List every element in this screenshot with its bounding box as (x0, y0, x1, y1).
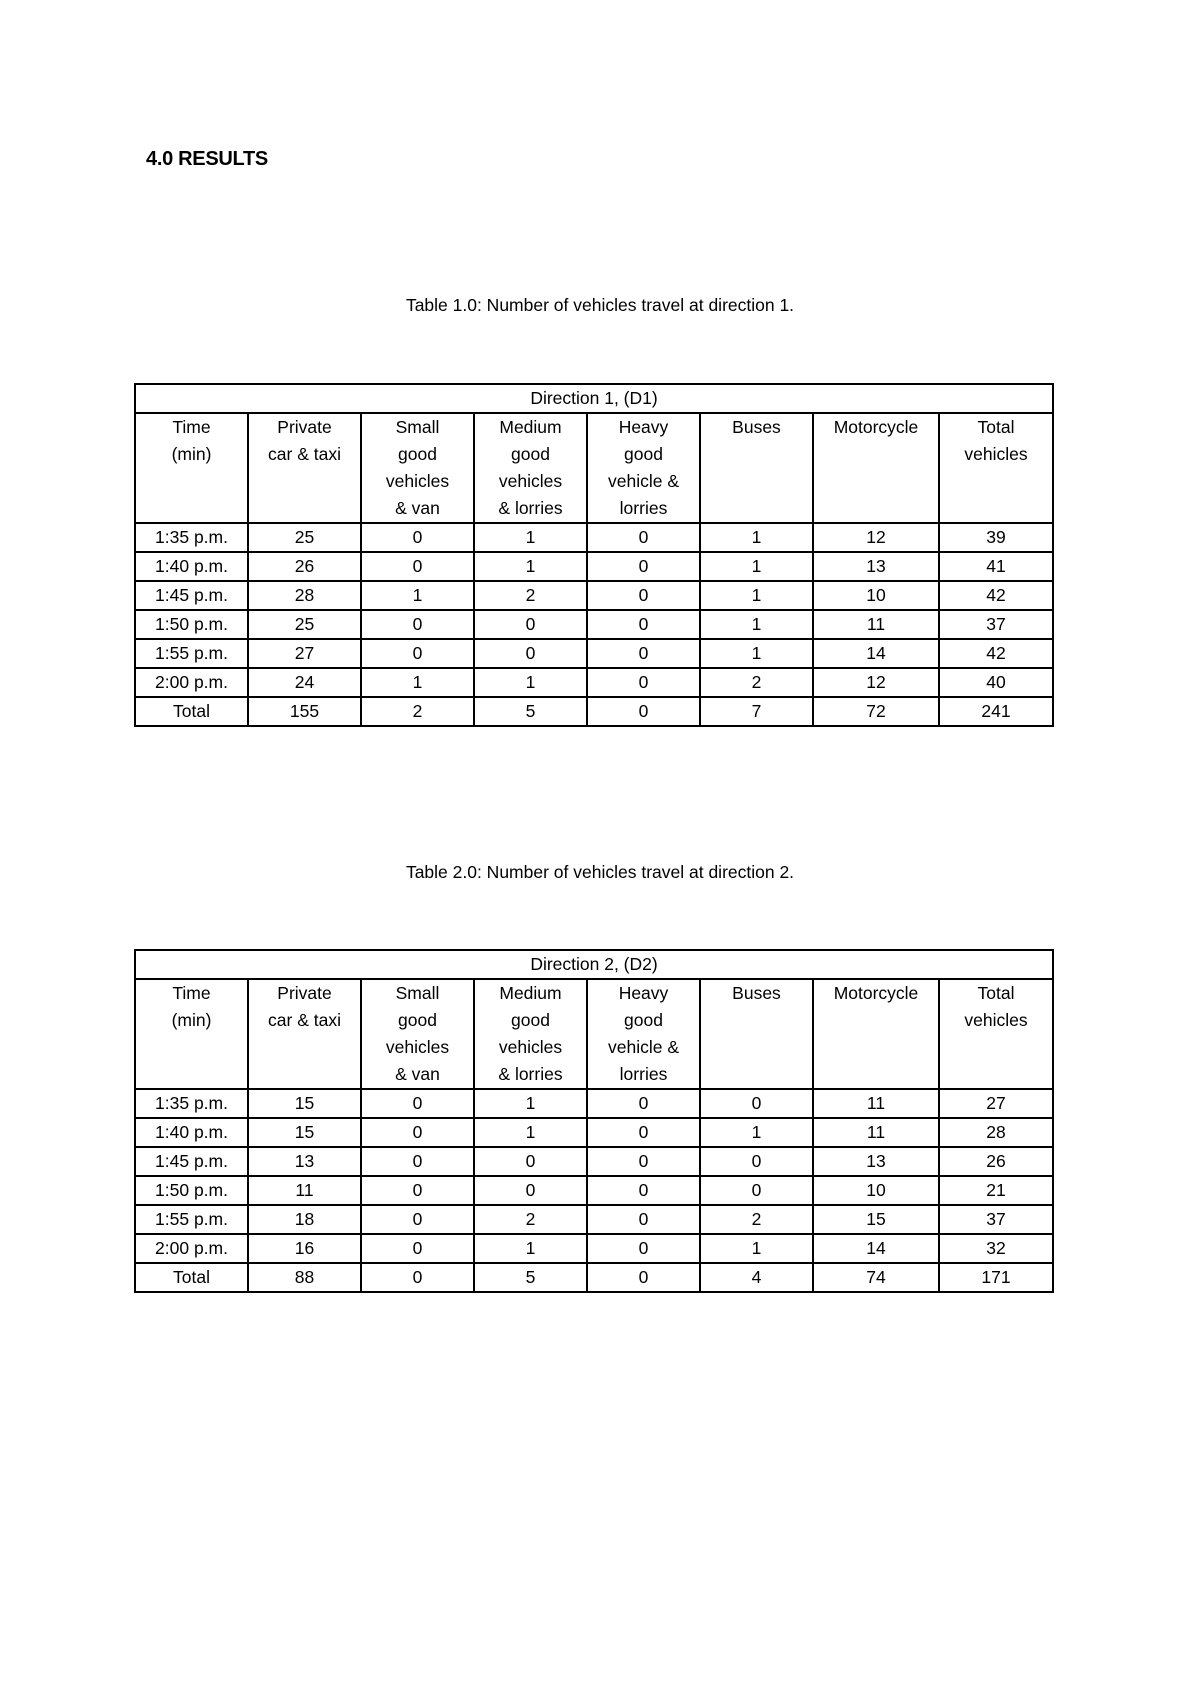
table-cell: 0 (587, 581, 700, 610)
table-row (135, 1176, 1053, 1205)
table-cell: 0 (361, 1263, 474, 1292)
table-cell: 11 (813, 1089, 939, 1118)
table-cell: 27 (939, 1089, 1053, 1118)
table-cell: 2 (474, 1205, 587, 1234)
table-caption-1: Table 1.0: Number of vehicles travel at direction 1. (405, 295, 795, 315)
table-cell: 0 (474, 1176, 587, 1205)
table-cell: 2 (474, 581, 587, 610)
column-header: Motorcycle (813, 979, 939, 1089)
table-cell: 0 (587, 668, 700, 697)
table-cell: 24 (248, 668, 361, 697)
table-cell: 0 (361, 523, 474, 552)
section-heading: 4.0 RESULTS (146, 148, 268, 170)
table-cell: 1 (361, 668, 474, 697)
table-cell: 12 (813, 668, 939, 697)
table-cell: 28 (939, 1118, 1053, 1147)
table-cell: 0 (361, 1118, 474, 1147)
table-cell: 1 (700, 639, 813, 668)
table-cell: 0 (361, 1205, 474, 1234)
column-header: Private car & taxi (248, 979, 361, 1089)
table-cell: 0 (474, 639, 587, 668)
table-cell: 21 (939, 1176, 1053, 1205)
table-row (135, 1147, 1053, 1176)
table-cell: 16 (248, 1234, 361, 1263)
table-cell: 1:55 p.m. (135, 639, 248, 668)
table-cell: 2:00 p.m. (135, 1234, 248, 1263)
table-cell: 11 (248, 1176, 361, 1205)
table-cell: 15 (248, 1118, 361, 1147)
table-cell: 1 (474, 1234, 587, 1263)
table-cell: 1 (700, 552, 813, 581)
table-cell: 1 (474, 1089, 587, 1118)
table-cell: 13 (248, 1147, 361, 1176)
table-cell: 0 (587, 639, 700, 668)
table-cell: 42 (939, 581, 1053, 610)
table-cell: 4 (700, 1263, 813, 1292)
table-cell: 42 (939, 639, 1053, 668)
column-header: Total vehicles (939, 979, 1053, 1089)
table-cell: 32 (939, 1234, 1053, 1263)
table-cell: 1 (700, 1118, 813, 1147)
table-cell: 0 (361, 1147, 474, 1176)
column-header-row (135, 979, 1053, 1089)
table-cell: 13 (813, 1147, 939, 1176)
column-header: Private car & taxi (248, 413, 361, 523)
table-cell: 1 (700, 581, 813, 610)
table-cell: 0 (587, 523, 700, 552)
table-cell: 0 (361, 1089, 474, 1118)
table-cell: 1:35 p.m. (135, 1089, 248, 1118)
table-caption-2: Table 2.0: Number of vehicles travel at direction 2. (405, 862, 795, 882)
table-row (135, 552, 1053, 581)
table-cell: 2:00 p.m. (135, 668, 248, 697)
table-cell: 26 (248, 552, 361, 581)
table-cell: 1 (700, 610, 813, 639)
table-cell: 2 (700, 1205, 813, 1234)
table-row (135, 581, 1053, 610)
table-cell: 1:35 p.m. (135, 523, 248, 552)
table-row (135, 523, 1053, 552)
column-header: Medium good vehicles & lorries (474, 979, 587, 1089)
table-cell: 1:55 p.m. (135, 1205, 248, 1234)
table-cell: 241 (939, 697, 1053, 726)
table-cell: 0 (361, 552, 474, 581)
column-header: Time (min) (135, 413, 248, 523)
table-row (135, 639, 1053, 668)
table-cell: 13 (813, 552, 939, 581)
table-cell: 18 (248, 1205, 361, 1234)
table-cell: 0 (587, 552, 700, 581)
table-row (135, 1205, 1053, 1234)
table-cell: 171 (939, 1263, 1053, 1292)
table-cell: Total (135, 1263, 248, 1292)
table-cell: 40 (939, 668, 1053, 697)
table-cell: 0 (587, 1263, 700, 1292)
table-cell: 0 (587, 1205, 700, 1234)
table-cell: 1:45 p.m. (135, 1147, 248, 1176)
table-cell: 1 (700, 1234, 813, 1263)
table-cell: 0 (361, 639, 474, 668)
table-row (135, 1234, 1053, 1263)
table-body (135, 1089, 1053, 1292)
table-cell: 0 (700, 1089, 813, 1118)
column-header: Medium good vehicles & lorries (474, 413, 587, 523)
direction-header: Direction 1, (D1) (135, 384, 1053, 413)
table-cell: 0 (361, 1176, 474, 1205)
table-cell: 1:40 p.m. (135, 1118, 248, 1147)
table-cell: 14 (813, 1234, 939, 1263)
table-cell: 7 (700, 697, 813, 726)
table-cell: 72 (813, 697, 939, 726)
table-cell: 26 (939, 1147, 1053, 1176)
table-cell: 0 (587, 1147, 700, 1176)
table-cell: 37 (939, 610, 1053, 639)
table-cell: 0 (700, 1176, 813, 1205)
table-cell: 11 (813, 610, 939, 639)
table-cell: 0 (474, 1147, 587, 1176)
table-cell: 5 (474, 1263, 587, 1292)
table-cell: 12 (813, 523, 939, 552)
table-cell: 155 (248, 697, 361, 726)
table-cell: 15 (248, 1089, 361, 1118)
table-cell: 1 (474, 552, 587, 581)
table-row (135, 1263, 1053, 1292)
table-cell: 0 (700, 1147, 813, 1176)
table-cell: 39 (939, 523, 1053, 552)
table-cell: 0 (587, 1176, 700, 1205)
table-cell: 74 (813, 1263, 939, 1292)
table-cell: 37 (939, 1205, 1053, 1234)
table-cell: 0 (587, 1234, 700, 1263)
table-cell: 25 (248, 523, 361, 552)
vehicle-table-direction-1 (134, 383, 1054, 727)
table-cell: 1:50 p.m. (135, 610, 248, 639)
table-cell: 0 (361, 610, 474, 639)
table-cell: 5 (474, 697, 587, 726)
table-cell: 0 (474, 610, 587, 639)
table-cell: 11 (813, 1118, 939, 1147)
table-cell: 1:40 p.m. (135, 552, 248, 581)
table-cell: 28 (248, 581, 361, 610)
table-body (135, 523, 1053, 726)
column-header: Buses (700, 413, 813, 523)
table-cell: 10 (813, 1176, 939, 1205)
table-cell: 1:45 p.m. (135, 581, 248, 610)
table-cell: 1:50 p.m. (135, 1176, 248, 1205)
column-header: Time (min) (135, 979, 248, 1089)
table-cell: 1 (474, 668, 587, 697)
table-cell: 0 (587, 610, 700, 639)
table-row (135, 697, 1053, 726)
table-cell: Total (135, 697, 248, 726)
table-cell: 27 (248, 639, 361, 668)
table-cell: 0 (587, 1118, 700, 1147)
direction-header: Direction 2, (D2) (135, 950, 1053, 979)
table-cell: 0 (587, 697, 700, 726)
table-cell: 1 (361, 581, 474, 610)
table-row (135, 1118, 1053, 1147)
column-header: Small good vehicles & van (361, 413, 474, 523)
column-header: Motorcycle (813, 413, 939, 523)
table-cell: 1 (474, 523, 587, 552)
table-cell: 25 (248, 610, 361, 639)
table-cell: 0 (587, 1089, 700, 1118)
column-header: Small good vehicles & van (361, 979, 474, 1089)
column-header: Buses (700, 979, 813, 1089)
table-cell: 2 (361, 697, 474, 726)
column-header: Heavy good vehicle & lorries (587, 979, 700, 1089)
table-cell: 2 (700, 668, 813, 697)
table-cell: 1 (700, 523, 813, 552)
table-cell: 15 (813, 1205, 939, 1234)
column-header: Total vehicles (939, 413, 1053, 523)
table-row (135, 610, 1053, 639)
table-cell: 14 (813, 639, 939, 668)
table-cell: 1 (474, 1118, 587, 1147)
vehicle-table-direction-2 (134, 949, 1054, 1293)
table-row (135, 668, 1053, 697)
table-row (135, 1089, 1053, 1118)
table-cell: 0 (361, 1234, 474, 1263)
table-cell: 10 (813, 581, 939, 610)
table-cell: 41 (939, 552, 1053, 581)
column-header: Heavy good vehicle & lorries (587, 413, 700, 523)
table-cell: 88 (248, 1263, 361, 1292)
column-header-row (135, 413, 1053, 523)
